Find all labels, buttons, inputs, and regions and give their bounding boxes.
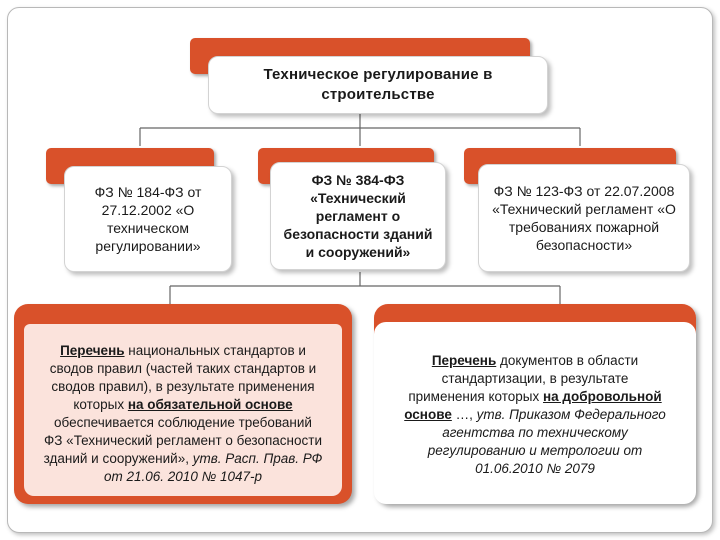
card-2-line: ФЗ № 384-ФЗ: [311, 172, 405, 188]
card-fz-184: [64, 166, 232, 272]
card-2-line: и сооружений»: [305, 244, 411, 260]
card-1-line: регулировании»: [95, 238, 201, 254]
card-2-line: «Технический: [310, 190, 406, 206]
card-1-line: техническом: [106, 220, 190, 236]
text-span: утв. Расп. Прав. РФ: [192, 451, 323, 466]
keyword-basis: основе: [404, 407, 452, 422]
voluntary-standards-text: [374, 352, 696, 478]
text-span: которых: [73, 397, 128, 412]
top-node-line1: Техническое регулирование в: [263, 66, 493, 83]
text-line: регулированию и метрологии от: [427, 443, 643, 458]
card-3-line: безопасности»: [535, 237, 633, 253]
text-line: [374, 352, 696, 370]
card-2-line: регламент о: [315, 208, 401, 224]
text-span: зданий и сооружений»,: [43, 451, 193, 466]
text-line: сводов правил (частей таких стандартов и: [49, 361, 317, 376]
keyword-perechen: Перечень: [431, 353, 497, 368]
text-span: документов в области: [496, 353, 639, 368]
keyword-perechen: Перечень: [60, 343, 125, 358]
text-line: ФЗ «Технический регламент о безопасности: [44, 433, 322, 448]
text-line: [374, 406, 696, 424]
card-1-line: ФЗ № 184-ФЗ от: [94, 184, 202, 200]
text-span: утв. Приказом Федерального: [476, 407, 666, 422]
text-line: [374, 388, 696, 406]
text-line: обеспечивается соблюдение требований: [54, 415, 312, 430]
text-span: …,: [451, 407, 477, 422]
mandatory-standards-box: [14, 304, 352, 504]
text-line: [14, 396, 352, 414]
text-line: сводов правил), в результате применения: [51, 379, 315, 394]
keyword-voluntary: на добровольной: [543, 389, 662, 404]
card-3-line: требованиях пожарной: [508, 219, 660, 235]
card-2-line: безопасности зданий: [283, 226, 433, 242]
top-node-line2: строительстве: [321, 86, 435, 103]
text-span: национальных стандартов и: [124, 343, 306, 358]
text-line: от 21.06. 2010 № 1047-р: [104, 469, 262, 484]
card-3-line: ФЗ № 123-ФЗ от 22.07.2008: [493, 183, 675, 199]
text-line: агентства по техническому: [442, 425, 628, 440]
card-fz-384: [270, 162, 446, 270]
text-line: стандартизации, в результате: [441, 371, 629, 386]
card-1-line: 27.12.2002 «О: [101, 202, 195, 218]
text-line: 01.06.2010 № 2079: [475, 461, 595, 476]
top-node: [208, 56, 548, 114]
voluntary-standards-box: [374, 304, 696, 504]
text-line: [14, 450, 352, 468]
card-fz-123: [478, 164, 690, 272]
text-line: [14, 342, 352, 360]
keyword-mandatory: на обязательной основе: [127, 397, 293, 412]
mandatory-standards-text: [14, 342, 352, 486]
card-3-line: «Технический регламент «О: [492, 201, 676, 217]
text-span: применения которых: [408, 389, 544, 404]
